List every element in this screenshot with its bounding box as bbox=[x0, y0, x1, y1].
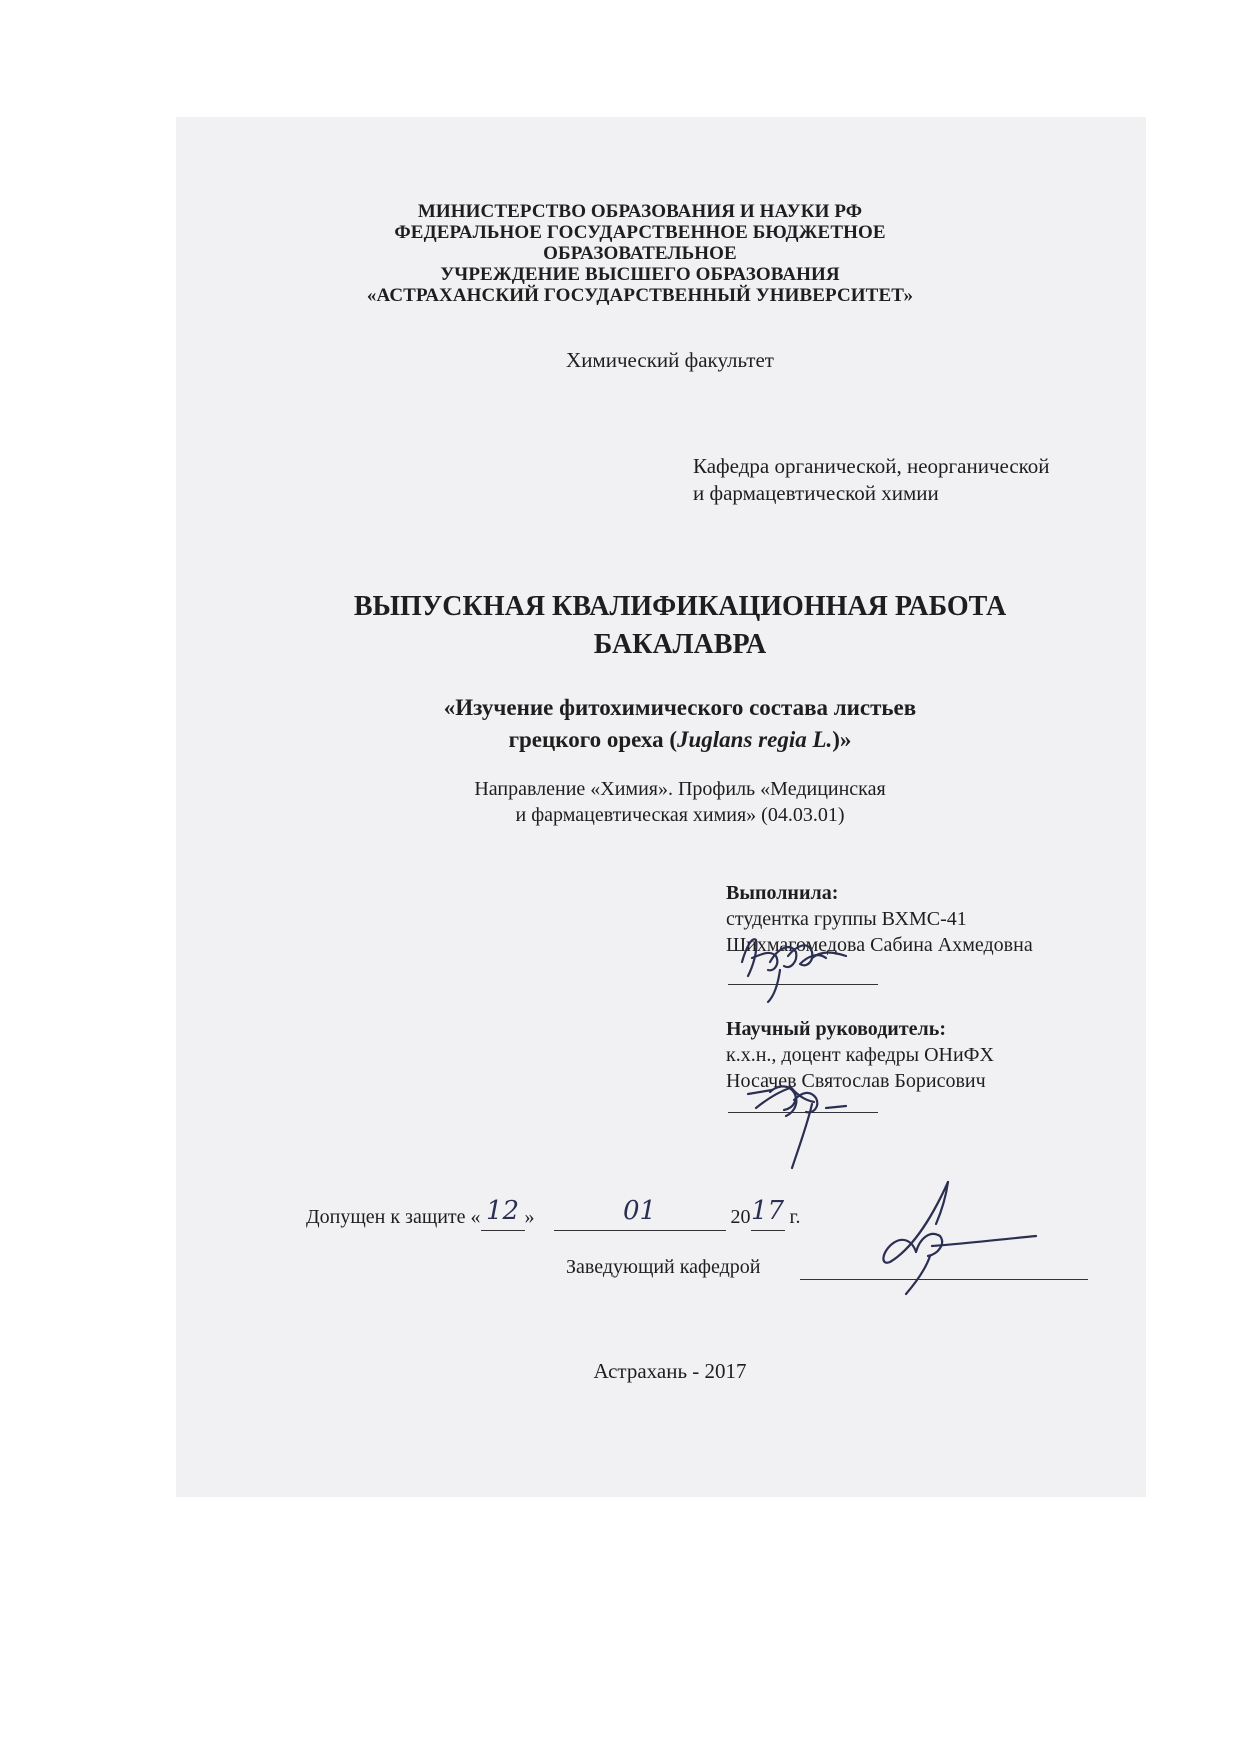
head-signature-line bbox=[800, 1279, 1088, 1280]
open-quote: « bbox=[470, 1206, 481, 1228]
ministry-header bbox=[300, 201, 980, 306]
faculty-name: Химический факультет bbox=[566, 348, 774, 372]
head-of-department-label: Заведующий кафедрой bbox=[566, 1256, 761, 1278]
defense-year: 17 bbox=[751, 1196, 785, 1226]
author-signature-line bbox=[728, 984, 878, 985]
close-quote: » bbox=[524, 1206, 535, 1228]
ministry-line-2: ФЕДЕРАЛЬНОЕ ГОСУДАРСТВЕННОЕ БЮДЖЕТНОЕ ОБРАЗОВАТЕЛЬНОЕ bbox=[394, 222, 886, 264]
department-line-2: и фармацевтической химии bbox=[693, 481, 939, 505]
defense-label: Допущен к защите bbox=[306, 1206, 466, 1228]
topic-prefix: грецкого ореха ( bbox=[508, 727, 677, 752]
year-unit: г. bbox=[789, 1206, 801, 1228]
ministry-line-3: УЧРЕЖДЕНИЕ ВЫСШЕГО ОБРАЗОВАНИЯ bbox=[440, 264, 840, 285]
supervisor-heading: Научный руководитель: bbox=[726, 1018, 946, 1040]
defense-year-field bbox=[751, 1196, 785, 1231]
city-year: Астрахань - 2017 bbox=[593, 1359, 747, 1383]
supervisor-position: к.х.н., доцент кафедры ОНиФХ bbox=[726, 1044, 994, 1066]
work-title-line-2: БАКАЛАВРА bbox=[593, 629, 767, 660]
author-heading: Выполнила: bbox=[726, 882, 839, 904]
defense-month-field bbox=[554, 1196, 726, 1231]
head-of-department bbox=[566, 1256, 1086, 1279]
supervisor-block bbox=[726, 1016, 1146, 1094]
work-title-line-1: ВЫПУСКНАЯ КВАЛИФИКАЦИОННАЯ РАБОТА bbox=[353, 591, 1007, 622]
study-direction bbox=[380, 776, 980, 828]
ministry-line-1: МИНИСТЕРСТВО ОБРАЗОВАНИЯ И НАУКИ РФ bbox=[417, 201, 863, 222]
author-group: студентка группы ВХМС-41 bbox=[726, 908, 967, 930]
work-title bbox=[300, 588, 1060, 664]
department-name bbox=[693, 453, 1153, 507]
topic-suffix: )» bbox=[832, 727, 852, 752]
topic-latin-name: Juglans regia L. bbox=[676, 727, 833, 752]
supervisor-signature-line bbox=[728, 1112, 878, 1113]
supervisor-name: Носачев Святослав Борисович bbox=[726, 1070, 986, 1092]
year-prefix: 20 bbox=[730, 1206, 751, 1228]
defense-month: 01 bbox=[623, 1196, 657, 1226]
direction-line-1: Направление «Химия». Профиль «Медицинская bbox=[474, 778, 886, 800]
department-line-1: Кафедра органической, неорганической bbox=[693, 454, 1050, 478]
defense-day-field bbox=[481, 1196, 525, 1231]
defense-day: 12 bbox=[486, 1196, 520, 1226]
defense-admission bbox=[306, 1196, 906, 1231]
topic-line-2 bbox=[340, 724, 1020, 756]
author-name: Шихмагомедова Сабина Ахмедовна bbox=[726, 934, 1033, 956]
ministry-line-4: «АСТРАХАНСКИЙ ГОСУДАРСТВЕННЫЙ УНИВЕРСИТЕТ» bbox=[366, 285, 914, 306]
author-block bbox=[726, 880, 1146, 958]
direction-line-2: и фармацевтическая химия» (04.03.01) bbox=[515, 804, 845, 826]
work-topic bbox=[340, 692, 1020, 756]
topic-line-1: «Изучение фитохимического состава листьев bbox=[443, 695, 917, 720]
